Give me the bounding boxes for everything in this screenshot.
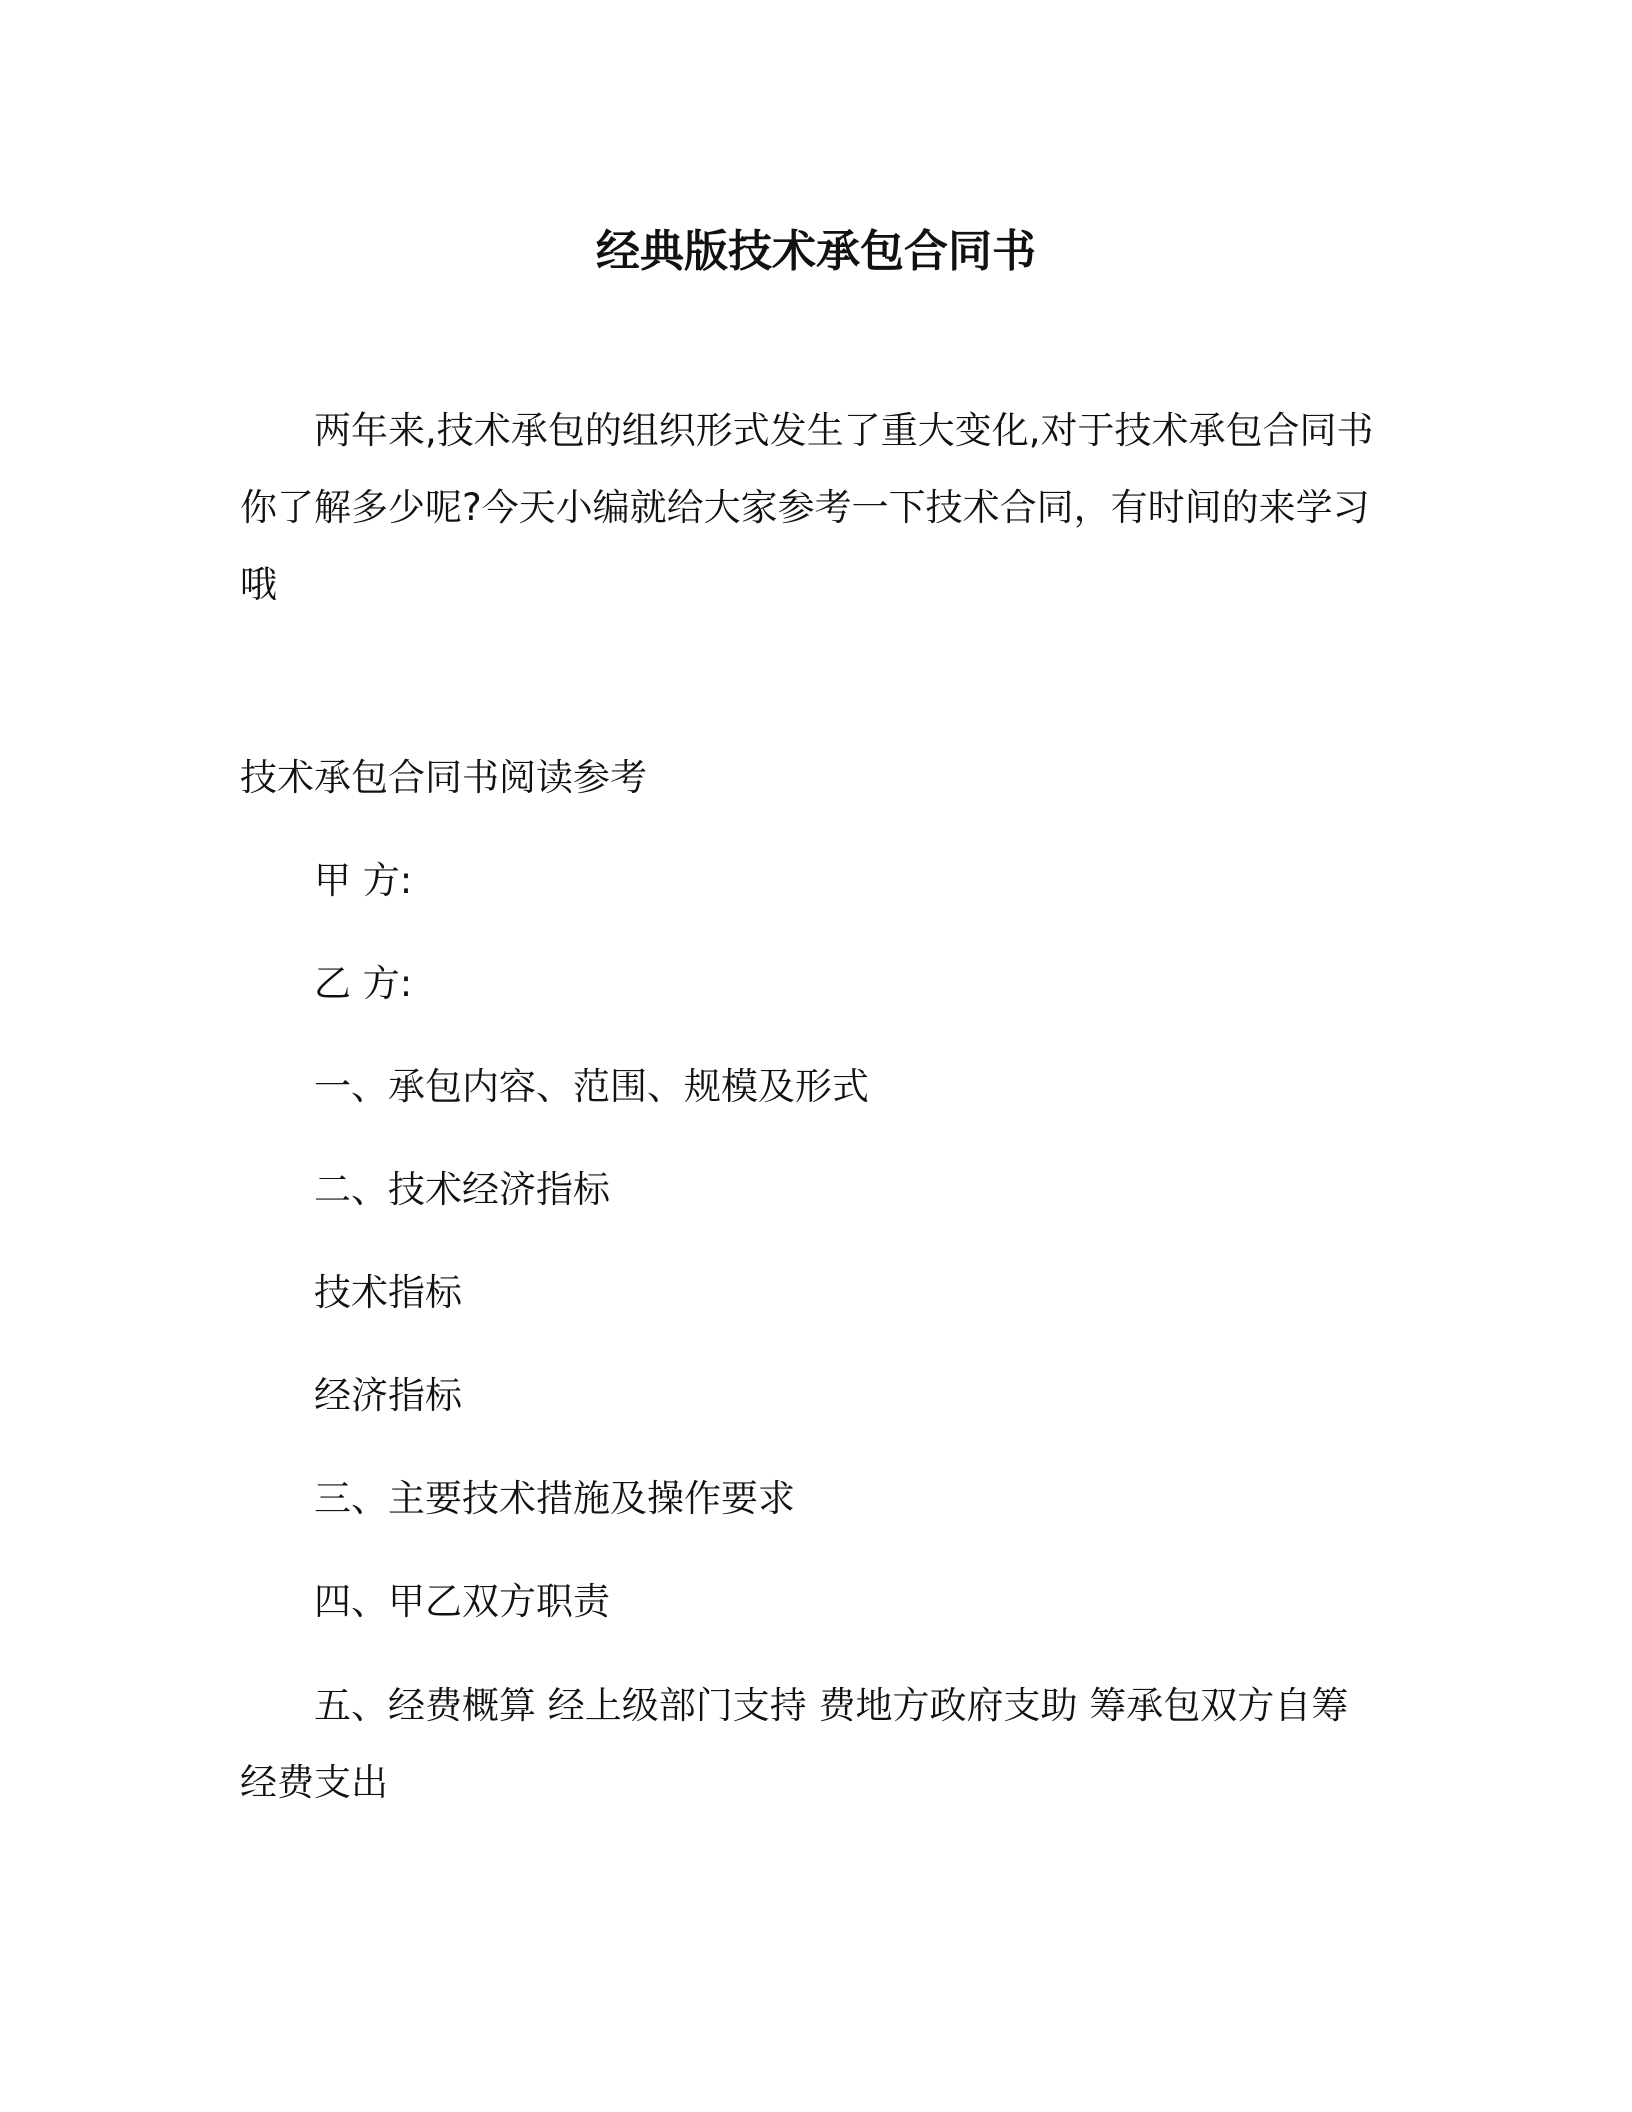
clause-4: 四、甲乙双方职责: [314, 1580, 610, 1623]
clause-2: 二、技术经济指标: [314, 1168, 610, 1211]
tech-indicator: 技术指标: [314, 1271, 462, 1314]
party-a-label: 甲 方:: [314, 859, 413, 902]
section-heading: 技术承包合同书阅读参考: [240, 756, 647, 799]
econ-indicator: 经济指标: [314, 1374, 462, 1417]
document-title: 经典版技术承包合同书: [596, 226, 1036, 277]
party-b-label: 乙 方:: [314, 962, 413, 1005]
clause-3: 三、主要技术措施及操作要求: [314, 1477, 795, 1520]
clause-1: 一、承包内容、范围、规模及形式: [314, 1065, 869, 1108]
clause-5: 五、经费概算 经上级部门支持 费地方政府支助 筹承包双方自筹经费支出: [240, 1684, 1349, 1804]
intro-paragraph: 两年来,技术承包的组织形式发生了重大变化,对于技术承包合同书你了解多少呢?今天小编就给大家参考一下技术合同，有时间的来学习哦: [240, 409, 1374, 606]
